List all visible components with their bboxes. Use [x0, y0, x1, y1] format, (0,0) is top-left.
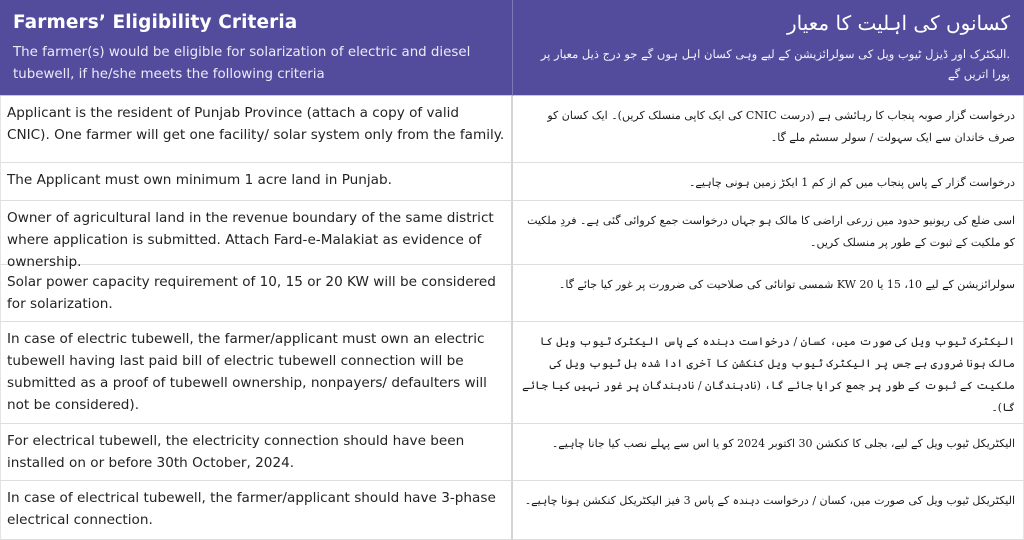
header-title-english: Farmers’ Eligibility Criteria — [13, 12, 298, 33]
header-urdu — [513, 0, 1024, 96]
criterion-urdu-7: الیکٹریکل ٹیوب ویل کی صورت میں، کسان / درخواست دہندہ کے پاس 3 فیز الیکٹریکل کنکشن ہونا چاہیے۔ — [513, 481, 1024, 540]
criterion-english-7: In case of electrical tubewell, the farmer/applicant should have 3-phase electrical connection. — [0, 481, 513, 540]
header-english — [0, 0, 513, 96]
criterion-urdu-5: الیکٹرک ٹیوب ویل کی صورت میں، کسان / درخواست دہندہ کے پاس الیکٹرک ٹیوب ویل کا مالک ہونا ضروری ہے جس پر الیکٹرک ٹیوب ویل کنکشن کا آخری ادا شدہ بل ٹیوب ویل کی ملکیت کے ثبوت کے طور پر جمع کرایا جائے گا، (نادہندگان / نادہندگان پر غور نہیں کیا جائے گا)۔ — [513, 322, 1024, 424]
criterion-english-5: In case of electric tubewell, the farmer/applicant must own an electric tubewell having last paid bill of electric tubewell connection will be submitted as a proof of tubewell ownership, nonpayers/ defaulters will not be considered). — [0, 322, 513, 424]
header-subtitle-english: The farmer(s) would be eligible for solarization of electric and diesel tubewell, if he/she meets the following criteria — [13, 45, 471, 82]
criterion-english-4: Solar power capacity requirement of 10, 15 or 20 KW will be considered for solarization. — [0, 265, 513, 322]
criterion-urdu-2: درخواست گزار کے پاس پنجاب میں کم از کم 1 ایکڑ زمین ہونی چاہیے۔ — [513, 163, 1024, 201]
criterion-english-3: Owner of agricultural land in the revenue boundary of the same district where application is submitted. Attach Fard-e-Malakiat as evidence of ownership. — [0, 201, 513, 265]
criterion-english-1: Applicant is the resident of Punjab Province (attach a copy of valid CNIC). One farmer will get one facility/ solar system only from the family. — [0, 96, 513, 163]
criterion-urdu-3: اسی ضلع کی ریونیو حدود میں زرعی اراضی کا مالک ہو جہاں درخواست جمع کروائی گئی ہے۔ فردِ ملکیت کو ملکیت کے ثبوت کے طور پر منسلک کریں۔ — [513, 201, 1024, 265]
criterion-urdu-1: درخواست گزار صوبہ پنجاب کا رہائشی ہے (درست CNIC کی ایک کاپی منسلک کریں)۔ ایک کسان کو صرف خاندان سے ایک سہولت / سولر سسٹم ملے گا۔ — [513, 96, 1024, 163]
header-title-urdu: کسانوں کی اہلیت کا معیار — [787, 11, 1010, 35]
criterion-urdu-6: الیکٹریکل ٹیوب ویل کے لیے، بجلی کا کنکشن 30 اکتوبر 2024 کو یا اس سے پہلے نصب کیا جانا چاہیے۔ — [513, 424, 1024, 481]
criterion-english-2: The Applicant must own minimum 1 acre land in Punjab. — [0, 163, 513, 201]
header-subtitle-urdu: .الیکٹرک اور ڈیزل ٹیوب ویل کی سولرائزیشن کے لیے وہی کسان اہل ہوں گے جو درج ذیل معیار پر پورا اتریں گے — [540, 47, 1010, 81]
criterion-urdu-4: سولرائزیشن کے لیے 10، 15 یا 20 KW شمسی توانائی کی صلاحیت کی ضرورت پر غور کیا جائے گا۔ — [513, 265, 1024, 322]
criterion-english-6: For electrical tubewell, the electricity connection should have been installed on or before 30th October, 2024. — [0, 424, 513, 481]
